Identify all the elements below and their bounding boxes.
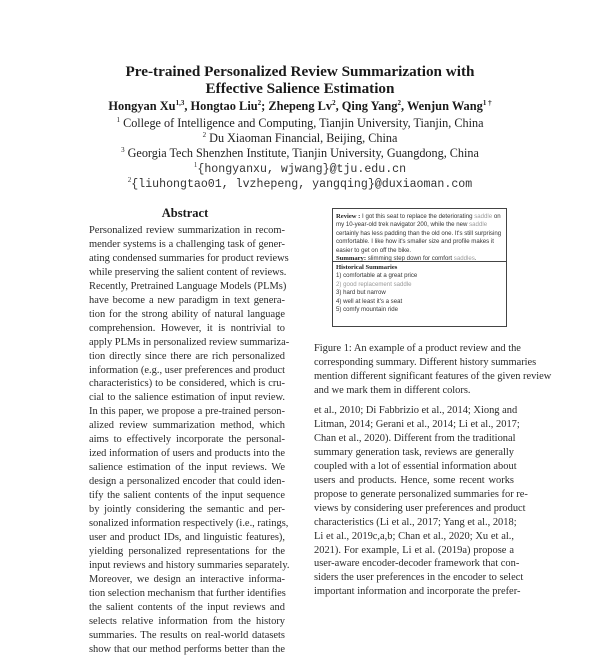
abstract-line: mender systems is a challenging task of gener- [89, 238, 285, 250]
figure-1-box [332, 208, 507, 327]
body-line: coupled with a lot of essential information about [314, 460, 517, 472]
text-segment: slimming step down for comfort [366, 255, 454, 263]
abstract-line: sonalized information respectively (i.e., ratings, [89, 518, 289, 530]
history-summary-item: 5) comfy mountain ride [336, 306, 398, 314]
abstract-line: the salient contents of the input reviews and [89, 601, 285, 613]
body-line: users and products. Hence, some recent works [314, 474, 514, 486]
affiliation-sup: 1 [116, 116, 121, 124]
abstract-line: salience estimation of the input reviews. We [89, 462, 285, 474]
affiliation-3 [0, 146, 600, 161]
highlighted-word: saddle [469, 221, 488, 229]
affiliation-sup: 2 [202, 131, 207, 139]
abstract-line: summaries. The results on real-world datasets [89, 629, 285, 641]
affiliation-2 [0, 131, 600, 146]
author-sup: 2 [397, 99, 401, 107]
history-heading: Historical Summaries [336, 264, 398, 271]
author: Hongyan Xu [108, 99, 176, 114]
author: Wenjun Wang [406, 99, 483, 114]
body-line: characteristics (Li et al., 2017; Yang et al., 2018; [314, 516, 517, 528]
affiliation-sup: 3 [121, 146, 125, 154]
abstract-line: input reviews and history summaries separately. [89, 559, 290, 571]
text-segment: on my 10-year-old trek navigator 200, while the new [336, 213, 501, 229]
author-list [0, 99, 600, 114]
history-summary-item: 1) comfortable at a great price [336, 272, 418, 280]
figure-caption [314, 342, 552, 398]
summary-label: Summary: [336, 255, 367, 263]
email-sup: 1 [193, 161, 198, 169]
author: Zhepeng Lv [268, 99, 333, 114]
caption-line: and we mark them in different colors. [314, 384, 471, 396]
email-sup: 2 [127, 176, 132, 184]
abstract-line: aims to effectively incorporate the personal- [89, 434, 285, 446]
abstract-line: comprehension. However, it is nontrivial to [89, 322, 285, 334]
abstract-line: Personalized review summarization in recom- [89, 225, 285, 236]
author-sep: , [400, 99, 407, 114]
author-sup: 2 [332, 99, 336, 107]
abstract-line: information (e.g., user preferences and product [89, 364, 285, 376]
author: Qing Yang [341, 99, 398, 114]
author-sep: , [184, 99, 191, 114]
abstract-line: design a personalized encoder that could iden- [89, 476, 285, 488]
abstract-line: tify the salient contents of the input sequence [89, 490, 285, 502]
body-line: Litman, 2014; Gerani et al., 2014; Li et al., 2017; [314, 418, 520, 430]
highlighted-word: saddles [453, 255, 475, 263]
body-line: et al., 2010; Di Fabbrizio et al., 2014; Xiong and [314, 405, 518, 416]
body-line: views by considering user preferences and product [314, 502, 526, 514]
history-list [336, 272, 503, 314]
abstract-body [89, 224, 290, 657]
abstract-line: ating condensed summaries for product reviews [89, 252, 289, 264]
abstract-line: Moreover, we design an interactive informa- [89, 573, 285, 585]
affiliation-1 [0, 116, 600, 131]
text-segment: . [474, 255, 477, 263]
abstract-line: In this paper, we propose a pre-trained person- [89, 406, 285, 418]
abstract-line: characteristics) to be considered, which is cru- [89, 378, 285, 390]
abstract-line: Recently, Pretrained Language Models (PLMs) [89, 280, 287, 292]
body-line: Li et al., 2019c,a,b; Chan et al., 2020; Xu et al., [314, 530, 514, 542]
title-line-1: Pre-trained Personalized Review Summarization with [125, 63, 475, 80]
author-sup: 1 † [482, 99, 492, 107]
abstract-line: tion selection mechanism that further identifies [89, 587, 286, 599]
figure-history-section [333, 262, 506, 316]
abstract-line: cial to the salience estimation of input review. [89, 392, 285, 404]
text-segment: I got this seat to replace the deteriorating [360, 213, 475, 220]
body-line: Chan et al., 2020). Different from the traditional [314, 432, 516, 444]
abstract-line: show that our method performs better than the [89, 643, 285, 655]
history-summary-item: 3) hard but narrow [336, 289, 386, 297]
abstract-line: tion for the strong ability of natural language [89, 308, 285, 320]
review-text [336, 213, 501, 254]
paper-title [0, 63, 600, 97]
body-line: important information and incorporate the prefer- [314, 586, 521, 598]
caption-line: corresponding summary. Different history summaries [314, 356, 537, 368]
author: Hongtao Liu [190, 99, 258, 114]
body-line: 2021). For example, Li et al. (2019a) propose a [314, 544, 514, 556]
abstract-heading: Abstract [161, 206, 209, 220]
caption-line: Figure 1: An example of a product review and the [314, 343, 521, 354]
abstract-line: selects relative information from the history [89, 615, 285, 627]
body-line: siders the user preferences in the encoder to select [314, 572, 524, 584]
abstract-line: alized review summarization method, which [89, 420, 285, 432]
email-text: {hongyanxu, wjwang}@tju.edu.cn [197, 162, 407, 176]
summary-text [366, 255, 476, 262]
abstract-line: by jointly considering the semantic and per- [89, 504, 285, 516]
abstract-line: while preserving the salient content of reviews. [89, 266, 287, 278]
abstract-line: ized information of users and products into the [89, 448, 285, 460]
text-segment: certainly has less padding than the old one. It's still surprising comfortable. I like how it's smaller size and profile makes it easier to get on off the bike. [336, 229, 502, 254]
affiliation-text: Du Xiaoman Financial, Beijing, China [209, 131, 398, 146]
abstract-line: tion directly since there are rich personalized [89, 350, 285, 362]
caption-line: mention different significant features of the given review [314, 370, 552, 382]
body-line: user-aware encoder-decoder framework that con- [314, 558, 520, 570]
highlighted-word: saddle [474, 213, 493, 220]
email-text: {liuhongtao01, lvzhepeng, yangqing}@duxiaoman.com [131, 177, 473, 191]
figure-review-section [333, 209, 506, 262]
author-sup: 2 [257, 99, 262, 107]
email-line-2 [0, 176, 600, 191]
history-summary-item: 4) well at least it's a seat [336, 297, 403, 305]
title-line-2: Effective Salience Estimation [205, 80, 395, 97]
review-label: Review : [336, 213, 361, 220]
abstract-line: apply PLMs in personalized review summariza- [89, 336, 290, 348]
history-summary-item: 2) good replacement saddle [336, 280, 412, 288]
email-line-1 [0, 161, 600, 176]
body-line: summary generation task, reviews are generally [314, 446, 514, 458]
abstract-line: have become a new paradigm in text genera- [89, 294, 285, 306]
body-line: propose to generate personalized summaries for re- [314, 488, 528, 500]
abstract-line: yielding personalized representations for the [89, 545, 285, 557]
author-sep: , [335, 99, 342, 114]
right-column-body [314, 404, 528, 599]
author-sep: ; [261, 99, 269, 114]
author-sup: 1,3 [175, 99, 185, 107]
affiliation-text: Georgia Tech Shenzhen Institute, Tianjin University, Guangdong, China [127, 146, 479, 161]
affiliation-text: College of Intelligence and Computing, Tianjin University, Tianjin, China [123, 116, 484, 131]
abstract-line: user and product IDs, and linguistic features), [89, 531, 285, 543]
